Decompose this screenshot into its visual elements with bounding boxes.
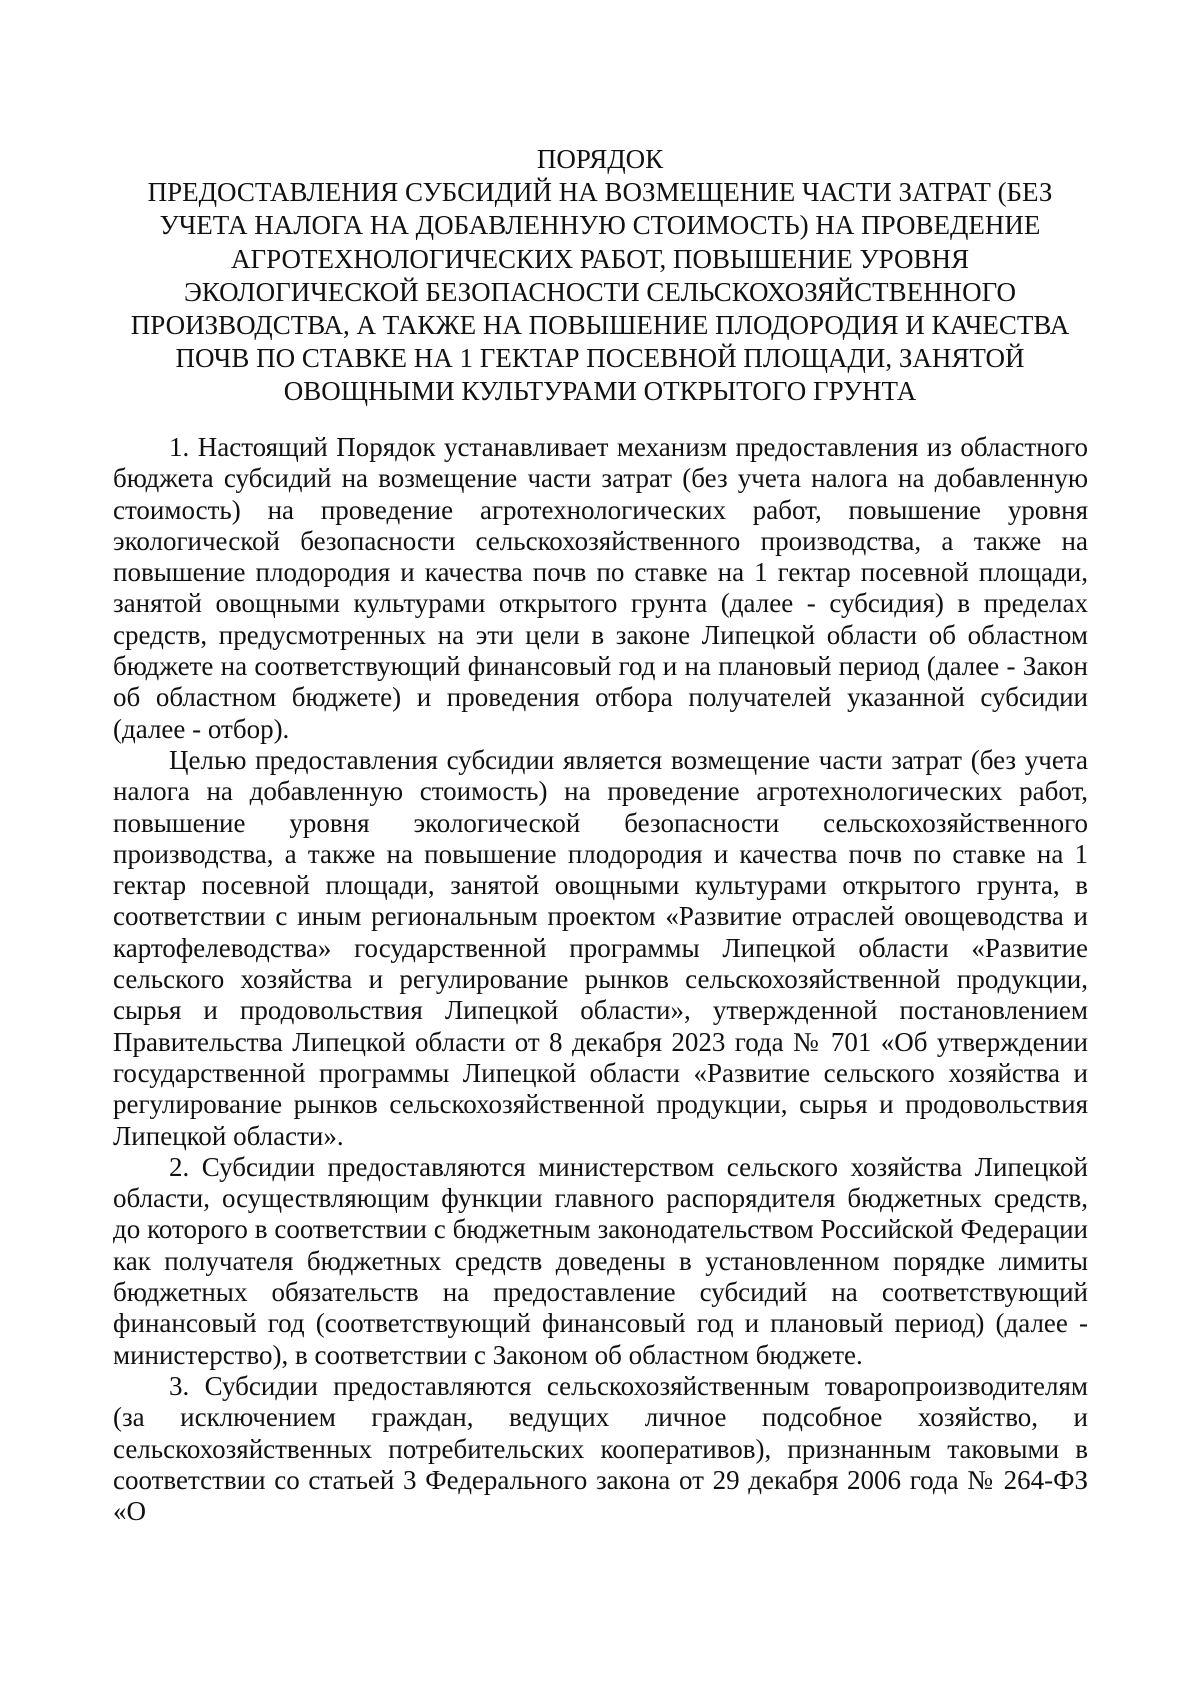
- paragraph-purpose: Целью предоставления субсидии является возмещение части затрат (без учета налога на добавленную стоимость) на проведение агротехнологических работ, повышение уровня экологической безопасности сельскохозяйственного производства, а также на повышение плодородия и качества почв по ставке на 1 гектар посевной площади, занятой овощными культурами открытого грунта, в соответствии с иным региональным проектом «Развитие отраслей овощеводства и картофелеводства» государственной программы Липецкой области «Развитие сельского хозяйства и регулирование рынков сельскохозяйственной продукции, сырья и продовольствия Липецкой области», утвержденной постановлением Правительства Липецкой области от 8 декабря 2023 года № 701 «Об утверждении государственной программы Липецкой области «Развитие сельского хозяйства и регулирование рынков сельскохозяйственной продукции, сырья и продовольствия Липецкой области».: [113, 744, 1088, 1151]
- title-line: ЭКОЛОГИЧЕСКОЙ БЕЗОПАСНОСТИ СЕЛЬСКОХОЗЯЙСТВЕННОГО: [183, 276, 1017, 307]
- title-line: ПРОИЗВОДСТВА, А ТАКЖЕ НА ПОВЫШЕНИЕ ПЛОДОРОДИЯ И КАЧЕСТВА: [130, 310, 1070, 341]
- paragraph-2: 2. Субсидии предоставляются министерством сельского хозяйства Липецкой области, осуществляющим функции главного распорядителя бюджетных средств, до которого в соответствии с бюджетным законодательством Российской Федерации как получателя бюджетных средств доведены в установленном порядке лимиты бюджетных обязательств на предоставление субсидий на соответствующий финансовый год (соответствующий финансовый год и плановый период) (далее - министерство), в соответствии с Законом об областном бюджете.: [113, 1151, 1088, 1370]
- paragraph-1: 1. Настоящий Порядок устанавливает механизм предоставления из областного бюджета субсидий на возмещение части затрат (без учета налога на добавленную стоимость) на проведение агротехнологических работ, повышение уровня экологической безопасности сельскохозяйственного производства, а также на повышение плодородия и качества почв по ставке на 1 гектар посевной площади, занятой овощными культурами открытого грунта (далее - субсидия) в пределах средств, предусмотренных на эти цели в законе Липецкой области об областном бюджете на соответствующий финансовый год и на плановый период (далее - Закон об областном бюджете) и проведения отбора получателей указанной субсидии (далее - отбор).: [113, 432, 1088, 744]
- title-line: ОВОЩНЫМИ КУЛЬТУРАМИ ОТКРЫТОГО ГРУНТА: [283, 376, 917, 407]
- title-line: ПОЧВ ПО СТАВКЕ НА 1 ГЕКТАР ПОСЕВНОЙ ПЛОЩАДИ, ЗАНЯТОЙ: [175, 343, 1025, 374]
- title-line: ПРЕДОСТАВЛЕНИЯ СУБСИДИЙ НА ВОЗМЕЩЕНИЕ ЧАСТИ ЗАТРАТ (БЕЗ: [147, 177, 1053, 208]
- title-line: АГРОТЕХНОЛОГИЧЕСКИХ РАБОТ, ПОВЫШЕНИЕ УРОВНЯ: [231, 243, 969, 274]
- paragraph-3: 3. Субсидии предоставляются сельскохозяйственным товаропроизводителям (за исключением граждан, ведущих личное подсобное хозяйство, и сельскохозяйственных потребительских кооперативов), признанным таковыми в соответствии со статьей 3 Федерального закона от 29 декабря 2006 года № 264-ФЗ «О: [113, 1370, 1088, 1527]
- document-title: [110, 143, 1090, 409]
- title-line: ПОРЯДОК: [536, 144, 664, 174]
- title-line: УЧЕТА НАЛОГА НА ДОБАВЛЕННУЮ СТОИМОСТЬ) НА ПРОВЕДЕНИЕ: [159, 210, 1041, 241]
- document-body: [113, 432, 1088, 1527]
